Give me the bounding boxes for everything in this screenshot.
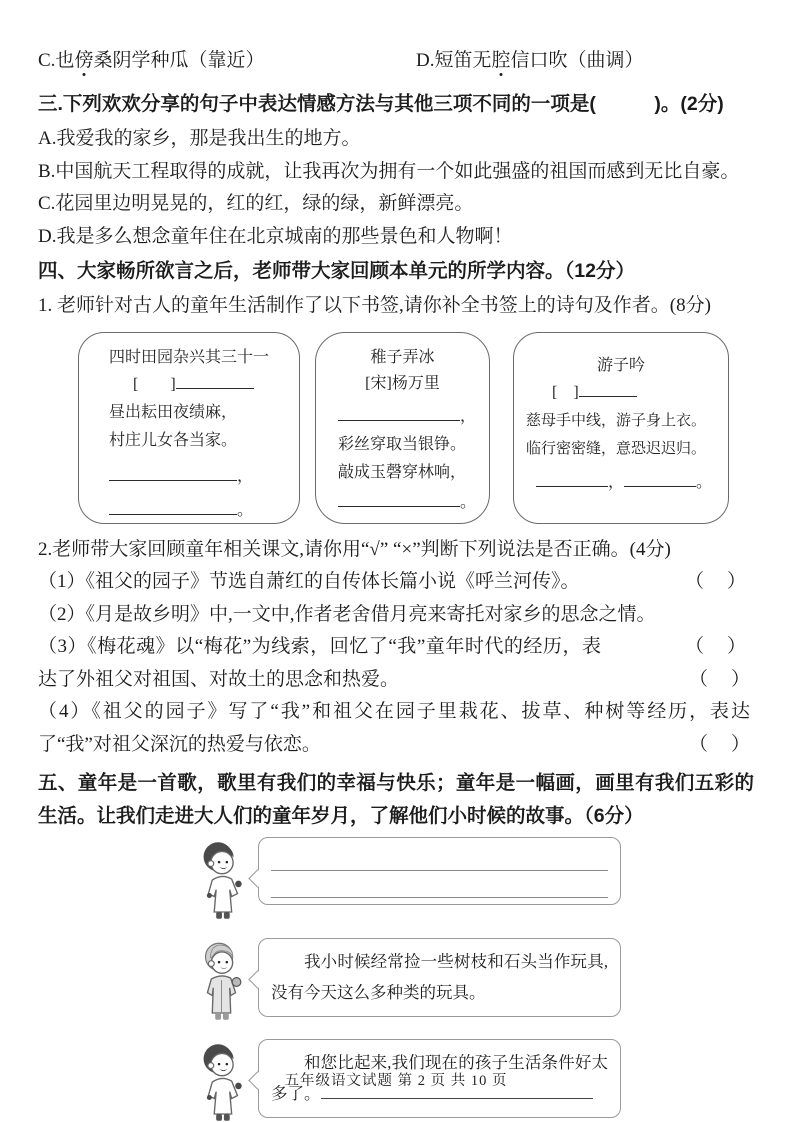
speech-bubble-2	[258, 938, 621, 1017]
bookmark2-verse-blank-2[interactable]	[338, 490, 460, 507]
bookmark2-punct-2: 。	[460, 494, 477, 511]
bookmark3-line1: 慈母手中线，游子身上衣。	[526, 413, 707, 429]
judgment-item-1	[38, 566, 754, 599]
bookmark1-verse-blank-2[interactable]	[109, 498, 237, 515]
judgment-item-3	[38, 631, 754, 696]
bookmark1-punct-2: 。	[237, 502, 254, 519]
bookmark1-bracket: [ ]	[133, 376, 176, 393]
judgment-item-2	[38, 599, 754, 657]
section4-heading: 四、大家畅所欲言之后，老师带大家回顾本单元的所学内容。（12分）	[38, 260, 635, 282]
judgment3-answer-parens[interactable]: （ ）	[688, 668, 752, 690]
bookmark1-blank-row-2	[87, 497, 291, 525]
bookmark-card-3	[513, 332, 729, 524]
judgment1-answer-parens[interactable]: （ ）	[684, 571, 748, 592]
option-c-line	[38, 46, 416, 76]
judgment4-answer-parens[interactable]: （ ）	[688, 733, 752, 755]
section3-option-a: A.我爱我的家乡，那是我出生的地方。	[38, 128, 361, 149]
bookmark2-verse-blank-1[interactable]	[338, 404, 460, 421]
bookmark3-line2: 临行密密缝，意恐迟迟归。	[526, 441, 707, 457]
option-c-pre: C.也	[38, 50, 75, 71]
bubble1-answer-line-1[interactable]	[271, 844, 608, 871]
bookmark1-dynasty-row	[87, 371, 291, 399]
bookmark2-line1: 彩丝穿取当银铮。	[338, 436, 467, 453]
bubble1-answer-line-2[interactable]	[271, 871, 608, 898]
bubble3-text-content: 和您比起来,我们现在的孩子生活条件好太多了。	[271, 1053, 608, 1103]
page-footer: 五年级语文试题 第 2 页 共 10 页	[284, 1073, 508, 1089]
bookmark2-title: 稚子弄冰	[370, 349, 435, 366]
bookmark1-title: 四时田园杂兴其三十一	[108, 349, 269, 366]
bookmark2-line2: 敲成玉磬穿林响，	[338, 464, 467, 481]
bookmark-card-2	[315, 332, 490, 524]
option-d-pre: D.短笛无	[416, 50, 492, 71]
section3-option-d: D.我是多么想念童年住在北京城南的那些景色和人物啊！	[38, 225, 513, 247]
bookmark3-verse-blank-1[interactable]	[536, 470, 608, 487]
question1-text: 1. 老师针对古人的童年生活制作了以下书签,请你补全书签上的诗句及作者。(8分)	[38, 295, 711, 316]
bookmark1-verse-blank-1[interactable]	[109, 464, 237, 481]
bookmark-cards	[78, 332, 754, 524]
prev-question-options	[38, 46, 754, 76]
option-d-line	[416, 46, 644, 76]
bubble2-text: 我小时候经常捡一些树枝和石头当作玩具,没有今天这么多种类的玩具。	[271, 952, 608, 1002]
bookmark3-verse-blank-2[interactable]	[624, 470, 696, 487]
bookmark-card-1	[78, 332, 300, 524]
dialogue-row-1	[190, 837, 754, 925]
bookmark3-title: 游子吟	[596, 357, 645, 374]
section3-heading: 三.下列欢欢分享的句子中表达情感方法与其他三项不同的一项是( )。(2分)	[38, 93, 724, 115]
bookmark3-dynasty-row	[522, 379, 720, 407]
bookmark3-blank-row	[522, 469, 720, 497]
option-c-emphasized-char: 傍	[74, 50, 94, 71]
bookmark2-blank-row-2	[324, 489, 481, 517]
bookmark2-author: [宋]杨万里	[365, 375, 440, 392]
section3-option-c: C.花园里边明晃晃的，红的红，绿的绿，新鲜漂亮。	[38, 193, 474, 214]
bookmark2-blank-row-1	[324, 403, 481, 431]
bookmark3-punct-1: ，	[608, 474, 625, 491]
bookmark1-punct-1: ，	[237, 468, 254, 485]
judgment2-answer-parens[interactable]: （ ）	[684, 636, 748, 657]
judgment-item-4	[38, 696, 754, 761]
bookmark3-author-blank[interactable]	[579, 380, 637, 397]
bookmark1-line1: 昼出耘田夜绩麻，	[109, 404, 238, 421]
judgment1-text: （1）《祖父的园子》节选自萧红的自传体长篇小说《呼兰河传》。	[38, 571, 580, 592]
bookmark3-bracket: [ ]	[552, 384, 579, 401]
section5-heading: 五、童年是一首歌，歌里有我们的幸福与快乐；童年是一幅画，画里有我们五彩的生活。让我们走进大人们的童年岁月，了解他们小时候的故事。（6分）	[38, 772, 754, 827]
speech-bubble-1	[258, 837, 621, 905]
boy-illustration-icon	[190, 837, 252, 925]
judgment2-text: （2）《月是故乡明》中,一文中,作者老舍借月亮来寄托对家乡的思念之情。	[38, 603, 656, 625]
bookmark1-blank-row-1	[87, 463, 291, 491]
bookmark1-line2: 村庄儿女各当家。	[109, 432, 238, 449]
option-c-post: 桑阴学种瓜（靠近）	[93, 50, 265, 71]
judgment4-text: （4）《祖父的园子》写了“我”和祖父在园子里栽花、拔草、种树等经历，表达了“我”对祖父深沉的热爱与依恋。	[38, 701, 750, 755]
bookmark1-author-blank[interactable]	[176, 372, 254, 389]
bookmark3-punct-2: 。	[696, 474, 713, 491]
option-d-post: 信口吹（曲调）	[510, 50, 644, 71]
judgment3-text: （3）《梅花魂》以“梅花”为线索，回忆了“我”童年时代的经历，表达了外祖父对祖国、对故土的思念和热爱。	[38, 636, 601, 690]
dialogue-row-2	[190, 938, 754, 1026]
option-d-emphasized-char: 腔	[491, 50, 511, 71]
question2-text: 2.老师带大家回顾童年相关课文,请你用“√” “×”判断下列说法是否正确。(4分)	[38, 539, 671, 560]
bookmark2-punct-1: ，	[460, 408, 477, 425]
elder-illustration-icon	[190, 938, 252, 1026]
section3-option-b: B.中国航天工程取得的成就，让我再次为拥有一个如此强盛的祖国而感到无比自豪。	[38, 160, 740, 182]
